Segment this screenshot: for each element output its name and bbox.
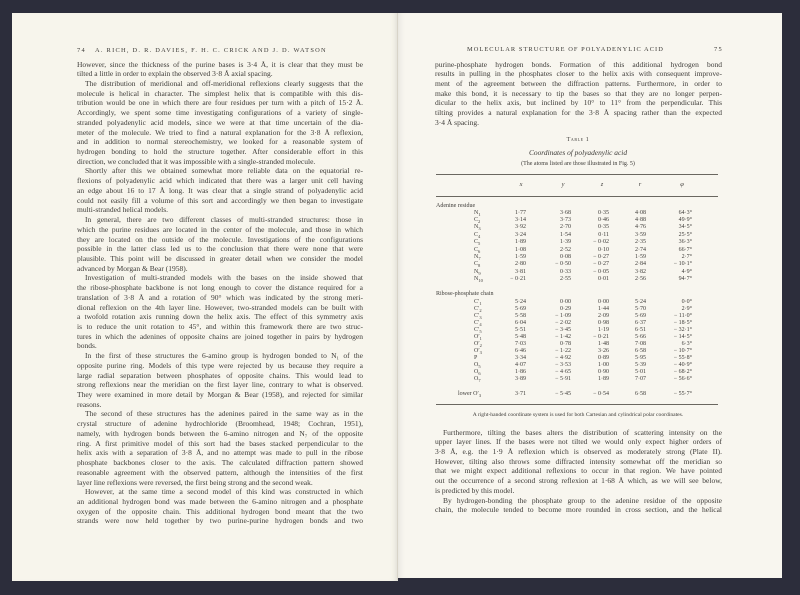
table-cell: 5·69 <box>515 305 526 312</box>
text-line: tribution would be one in which there are four residues per turn with a pitch of 15·2 Å. <box>77 98 363 108</box>
text-line: which the purine residues are located in the center of the molecule, and those in which <box>77 224 363 234</box>
text-line: ring. A first primitive model of this sort had the bases stacked perpendicular to the <box>77 438 363 448</box>
table-cell: 5·39 <box>635 361 646 368</box>
text-line: possible in the latter class led us to the conclusion that there were none that were <box>77 244 363 254</box>
table-cell: − 5·45 <box>555 390 571 397</box>
table-cell: 2·55 <box>560 276 571 283</box>
table-cell: 5·01 <box>635 368 646 375</box>
text-line: Investigation of multi-stranded models with the bases on the inside showed that <box>85 273 363 283</box>
text-line: they are located on the outside of the molecule. Investigations of the configurations <box>77 234 363 244</box>
table-cell: 1·39 <box>560 239 571 246</box>
table-cell: − 4·92 <box>555 354 571 361</box>
text-line: chain, the molecule tended to become more rounded in cross section, and the helical <box>435 505 722 515</box>
atom-symbol: N <box>474 276 479 283</box>
table-cell: 0·98 <box>598 319 609 326</box>
table-cell: 1·48 <box>598 340 609 347</box>
text-line: namely, with hydrogen bonds between the 6-amino nitrogen and N₇ of the opposite <box>77 428 363 438</box>
text-line: molecule is helical in character. The simplest helix that is compatible with this dis- <box>77 88 363 98</box>
atom-symbol: O <box>474 375 479 382</box>
table-cell: − 0·02 <box>593 239 609 246</box>
atom-subscript: 2 <box>479 307 482 313</box>
table-cell: 1·19 <box>598 326 609 333</box>
table-cell: 2·52 <box>560 246 571 253</box>
atom-subscript: 7 <box>478 377 481 383</box>
atom-subscript: 5 <box>479 328 482 334</box>
atom-subscript: 4 <box>478 233 481 239</box>
atom-subscript: 1 <box>478 211 481 217</box>
table-cell: 3·71 <box>515 390 526 397</box>
table-cell: 3·24 <box>515 231 526 238</box>
left-running-head: A. RICH, D. R. DAVIES, F. H. C. CRICK AND J. D. WATSON <box>95 47 327 54</box>
atom-symbol: C′ <box>474 305 480 312</box>
text-line: stranded polyadenylic acid models, since we were at that time uncertain of the dia- <box>77 117 363 127</box>
table-cell: 0·29 <box>560 305 571 312</box>
table-cell: 3·14 <box>515 216 526 223</box>
text-line: translation of 3·8 Å and a rotation of 90° which was indicated by the strong meri- <box>77 292 363 302</box>
text-line: They were examined in more detail by Morgan & Bear (1958), and rejected for similar <box>77 390 363 399</box>
text-line: meter of the molecule. We tried to find a natural explanation for the 3·8 Å reflexion, <box>77 127 363 137</box>
table-footnote: A right-handed coordinate system is used for both Cartesian and cylindrical polar coordinates. <box>472 412 684 418</box>
text-line: oxygen of the opposite chain. This additional hydrogen bond meant that the two <box>77 506 363 516</box>
table-cell: 5·51 <box>515 326 526 333</box>
text-line: Shortly after this we obtained somewhat more reliable data on the equatorial re- <box>85 166 363 176</box>
table-cell: 2·80 <box>515 261 526 268</box>
table-cell: − 0·50 <box>555 261 571 268</box>
atom-symbol: O′ <box>474 333 480 340</box>
table-bottom-rule <box>436 404 718 405</box>
table-cell: − 2·02 <box>555 319 571 326</box>
text-line: make this bond, it is necessary to tip the bases so that they are no longer perpen- <box>435 88 722 98</box>
column-header-4: φ <box>680 181 684 188</box>
table-cell: − 0·21 <box>593 333 609 340</box>
atom-subscript: 6 <box>478 248 481 254</box>
text-line: Accordingly, we spent some time investigating configurations of a variety of single- <box>77 108 363 118</box>
atom-subscript: 3 <box>479 349 482 355</box>
table-cell: − 11·0° <box>673 312 692 319</box>
table-cell: 0·00 <box>598 298 609 305</box>
text-line: reasonable agreement with the observed pattern, although the intensities of the first <box>77 467 363 477</box>
table-cell: − 4·65 <box>555 368 571 375</box>
atom-label <box>458 391 481 399</box>
table-cell: − 10·1° <box>673 261 692 268</box>
table-cell: 0·10 <box>598 246 609 253</box>
text-line: tilted a little in order to explain the observed 3·8 Å axial spacing. <box>77 69 273 79</box>
atom-subscript: 6 <box>478 370 481 376</box>
table-cell: 1·59 <box>515 253 526 260</box>
atom-subscript: 1 <box>479 335 482 341</box>
group-heading: Adenine residue <box>436 202 476 209</box>
column-header-3: r <box>638 181 642 188</box>
text-line: that we might expect additional reflexions to occur in that region. We have pointed <box>435 466 722 476</box>
table-cell: 3·26 <box>598 347 609 354</box>
table-cell: 3·81 <box>515 268 526 275</box>
table-cell: 5·24 <box>515 298 526 305</box>
table-subtitle: (The atoms listed are those illustrated in Fig. 5) <box>521 161 635 167</box>
text-line: opposite purine ring. Models of this type were rejected by us because they require a <box>77 360 363 370</box>
atom-subscript: 3 <box>479 314 482 320</box>
atom-label <box>474 276 483 284</box>
text-line: Furthermore, tilting the bases alters the distribution of scattering intensity on the <box>443 427 722 437</box>
table-cell: 1·86 <box>515 368 526 375</box>
atom-symbol: P <box>474 354 478 361</box>
atom-symbol: C <box>474 216 479 223</box>
table-cell: − 0·54 <box>593 390 609 397</box>
table-cell: 2·84 <box>635 261 646 268</box>
table-cell: 0·00 <box>560 298 571 305</box>
text-line: However, since the thickness of the purine bases is 3·4 Å, it is clear that they must be <box>77 59 363 69</box>
table-cell: − 18·5° <box>673 319 692 326</box>
table-cell: 5·70 <box>635 305 646 312</box>
table-cell: − 1·09 <box>555 312 571 319</box>
atom-label <box>474 376 481 384</box>
table-cell: 64·3° <box>678 209 692 216</box>
table-cell: 5·48 <box>515 333 526 340</box>
table-cell: 0·11 <box>598 231 609 238</box>
table-cell: 6·04 <box>515 319 526 326</box>
table-cell: 0·35 <box>598 209 609 216</box>
table-cell: 4·07 <box>515 361 526 368</box>
table-cell: − 56·6° <box>673 375 692 382</box>
table-cell: 6·58 <box>635 347 646 354</box>
text-line: a twofold rotation axis running down the helix axis. The effect of this symmetry axis <box>77 312 363 322</box>
column-header-2: z <box>600 181 604 188</box>
table-cell: 25·5° <box>678 231 692 238</box>
table-cell: 4·9° <box>681 268 692 275</box>
atom-symbol: N <box>474 224 479 231</box>
table-header-rule <box>436 196 718 197</box>
table-cell: 0·90 <box>598 368 609 375</box>
atom-subscript: 10 <box>478 278 483 284</box>
table-cell: 6·37 <box>635 319 646 326</box>
text-line: multi-stranded helical models. <box>77 205 169 215</box>
text-line: large radial separation between phosphates of opposite chains. This would lead to <box>77 370 363 380</box>
text-line: In general, there are two different classes of multi-stranded structures: those in <box>85 215 363 224</box>
table-cell: 1·89 <box>515 239 526 246</box>
table-cell: − 14·5° <box>673 333 692 340</box>
table-cell: 7·07 <box>635 375 646 382</box>
table-cell: 1·89 <box>598 375 609 382</box>
table-cell: 0·01 <box>598 276 609 283</box>
atom-subscript: 4 <box>479 321 482 327</box>
table-cell: 0·08 <box>560 253 571 260</box>
atom-subscript: 3 <box>478 226 481 232</box>
table-cell: 1·08 <box>515 246 526 253</box>
atom-symbol: C <box>474 246 479 253</box>
text-line: tures in which the adenines of opposite chains are joined together in pairs by hydrogen <box>77 331 363 341</box>
atom-symbol: C <box>474 261 479 268</box>
text-line: phosphate backbones closer to the axis. The calculated diffraction pattern showed <box>77 458 363 467</box>
table-cell: 6·58 <box>635 390 646 397</box>
table-top-rule <box>436 174 718 175</box>
table-cell: 2·9° <box>681 305 692 312</box>
table-cell: 3·59 <box>635 231 646 238</box>
atom-symbol: C <box>474 239 479 246</box>
atom-symbol: N <box>474 268 479 275</box>
text-line: The second of these structures has the adenines paired in the same way as in the <box>85 409 363 419</box>
text-line: ment of the agreement between the diffraction patterns. Furthermore, in order to <box>435 78 722 88</box>
text-line: By hydrogen-bonding the phosphate group to the adenine residue of the opposite <box>443 495 722 505</box>
text-line: 3·4 Å spacing. <box>435 117 479 127</box>
table-cell: − 0·05 <box>593 268 609 275</box>
table-cell: 3·73 <box>560 216 571 223</box>
atom-subscript: 5 <box>478 363 481 369</box>
text-line: an edge about 16 to 17 Å long. It was clear that a single strand of polyadenylic acid <box>77 185 363 195</box>
table-cell: 2·56 <box>635 276 646 283</box>
table-cell: 5·58 <box>515 312 526 319</box>
atom-symbol: lower O′ <box>458 390 479 397</box>
text-line: flexions of polyadenylic acid which indicated that there was a larger unit cell having <box>77 176 363 186</box>
text-line: crystal structure of adenine hydrochloride (Broomhead, 1948; Cochran, 1951), <box>77 419 363 429</box>
text-line: direction, we concluded that it was impossible with a single-stranded molecule. <box>77 156 316 166</box>
text-line: hydrogen bonding to hold the structure together. After considerable effort in this <box>77 147 363 156</box>
text-line: and in addition to normal stereochemistry, we looked for a reasonable system of <box>77 137 363 147</box>
table-cell: 1·44 <box>598 305 609 312</box>
column-header-0: x <box>519 181 523 188</box>
table-cell: 4·88 <box>635 216 646 223</box>
text-line: reasons. <box>77 399 102 409</box>
atom-subscript: 1 <box>479 300 482 306</box>
table-cell: − 0·27 <box>593 253 609 260</box>
table-cell: 6·46 <box>515 347 526 354</box>
table-cell: 2·7° <box>681 253 692 260</box>
atom-symbol: C′ <box>474 312 480 319</box>
atom-symbol: O <box>474 368 479 375</box>
text-line: plausible. This point will be discussed in greater detail when we consider the model <box>77 253 363 263</box>
table-cell: 3·92 <box>515 224 526 231</box>
text-line: the ribose-phosphate backbone is not long enough to cover the distance required for a <box>77 283 363 293</box>
table-cell: 1·00 <box>598 361 609 368</box>
table-cell: 0·35 <box>598 224 609 231</box>
table-cell: − 68·2° <box>673 368 692 375</box>
atom-subscript: 5 <box>478 241 481 247</box>
text-line: purine-phosphate hydrogen bonds. Formation of this additional hydrogen bond <box>435 59 722 69</box>
table-cell: − 3·53 <box>555 361 571 368</box>
table-cell: 5·69 <box>635 312 646 319</box>
atom-subscript: 9 <box>478 270 481 276</box>
table-cell: 2·70 <box>560 224 571 231</box>
atom-symbol: C′ <box>474 319 480 326</box>
table-title: Coordinates of polyadenylic acid <box>528 148 628 157</box>
table-cell: 6·3° <box>681 340 692 347</box>
table-cell: − 1·22 <box>555 347 571 354</box>
text-line: strong reflexions near the meridian on the first layer line, contrary to what is observed. <box>77 380 363 390</box>
text-line: In the first of these structures the 6-amino group is hydrogen bonded to N₁ of the <box>85 351 363 361</box>
text-line: layer line reflexions were reversed, the first being strong and the second weak. <box>77 477 313 487</box>
table-cell: 1·54 <box>560 231 571 238</box>
atom-symbol: N <box>474 209 479 216</box>
text-line: However, at the same time a second model of this kind was constructed in which <box>85 487 363 497</box>
table-cell: 34·5° <box>678 224 692 231</box>
right-running-head: MOLECULAR STRUCTURE OF POLYADENYLIC ACID <box>467 46 664 53</box>
text-line: is predicted by this model. <box>435 485 515 495</box>
table-cell: 1·77 <box>515 209 526 216</box>
right-page-number: 75 <box>714 46 723 53</box>
text-line: results in pulling in the phosphates closer to the helix axis with consequent improve- <box>435 69 722 79</box>
table-cell: 0·89 <box>598 354 609 361</box>
table-cell: − 32·1° <box>673 326 692 333</box>
table-cell: 2·35 <box>635 239 646 246</box>
text-line: bonds. <box>77 341 97 351</box>
table-cell: 3·89 <box>515 375 526 382</box>
table-cell: − 55·7° <box>673 390 692 397</box>
atom-subscript: 8 <box>478 263 481 269</box>
atom-symbol: C′ <box>474 326 480 333</box>
atom-symbol: C′ <box>474 298 480 305</box>
table-cell: 0·33 <box>560 268 571 275</box>
atom-symbol: N <box>474 253 479 260</box>
left-page-number: 74 <box>77 47 86 54</box>
table-cell: 3·34 <box>515 354 526 361</box>
text-line: advanced by Morgan & Bear (1958). <box>77 263 188 273</box>
table-cell: 7·08 <box>635 340 646 347</box>
table-label: Table 1 <box>566 137 590 143</box>
group-heading: Ribose-phosphate chain <box>436 290 494 297</box>
table-cell: − 40·9° <box>673 361 692 368</box>
table-cell: 2·09 <box>598 312 609 319</box>
text-line: out the occurrence of a second strong reflexion at 1·68 Å which, as we will see below, <box>435 476 722 486</box>
text-line: dional reflexion on the 4th layer line. However, two-stranded models can be built with <box>77 302 363 312</box>
column-header-1: y <box>561 181 565 188</box>
atom-symbol: O′ <box>474 340 480 347</box>
table-cell: − 55·8° <box>673 354 692 361</box>
table-cell: 3·68 <box>560 209 571 216</box>
table-cell: − 3·45 <box>555 326 571 333</box>
table-cell: 2·74 <box>635 246 646 253</box>
atom-subscript: 2 <box>479 342 482 348</box>
text-line: is to reduce the unit rotation to 45°, and within this framework there are two struc- <box>77 321 363 331</box>
table-cell: 94·7° <box>678 276 692 283</box>
atom-symbol: C <box>474 231 479 238</box>
atom-subscript: 7 <box>478 256 481 262</box>
table-cell: 0·0° <box>681 298 692 305</box>
table-cell: − 5·91 <box>555 375 571 382</box>
table-cell: − 1·42 <box>555 333 571 340</box>
atom-subscript: 3 <box>478 392 482 398</box>
atom-symbol: O′ <box>474 347 480 354</box>
table-cell: 49·9° <box>678 216 692 223</box>
table-cell: 6·51 <box>635 326 646 333</box>
table-cell: 4·08 <box>635 209 646 216</box>
text-line: upper layer lines. If the bases were not tilted we would only expect higher orders of <box>435 437 722 447</box>
book-spine <box>397 13 398 580</box>
table-cell: 36·3° <box>678 239 692 246</box>
table-cell: 0·78 <box>560 340 571 347</box>
atom-subscript: 2 <box>478 219 481 225</box>
text-line: an additional hydrogen bond was made between the 6-amino nitrogen and a phosphate <box>77 496 363 506</box>
table-cell: 66·7° <box>678 246 692 253</box>
table-cell: 5·66 <box>635 333 646 340</box>
text-line: 3·8 Å, e.g. the 1·9 Å reflexion which is observed as moderately strong (Plate II). <box>435 446 722 456</box>
text-line: tilting provides a natural explanation for the 3·8 Å spacing rather than the expected <box>435 108 722 118</box>
table-cell: − 0·27 <box>593 261 609 268</box>
table-cell: − 10·7° <box>673 347 692 354</box>
table-cell: 5·95 <box>635 354 646 361</box>
text-line: helix axis with a separation of 3·8 Å, and no attempt was made to pull in the ribose <box>77 448 363 458</box>
table-cell: 3·82 <box>635 268 646 275</box>
text-line: The distribution of meridional and off-meridional reflexions clearly suggests that the <box>85 78 363 88</box>
table-cell: 1·59 <box>635 253 646 260</box>
table-cell: − 0·21 <box>510 276 526 283</box>
table-cell: 0·46 <box>598 216 609 223</box>
table-cell: 7·03 <box>515 340 526 347</box>
table-cell: 5·24 <box>635 298 646 305</box>
text-line: could not easily fill a volume of this sort and accordingly we then began to investigate <box>77 195 363 205</box>
atom-symbol: O <box>474 361 479 368</box>
text-line: However, tilting also throws some diffracted intensity somewhat off the meridian so <box>435 456 722 466</box>
table-cell: 4·76 <box>635 224 646 231</box>
text-line: dicular to the helix axis, but inclined by 10° to 11° from the perpendicular. This <box>435 98 722 108</box>
text-line: strands were now held together by two purine-purine hydrogen bonds and two <box>77 516 363 526</box>
